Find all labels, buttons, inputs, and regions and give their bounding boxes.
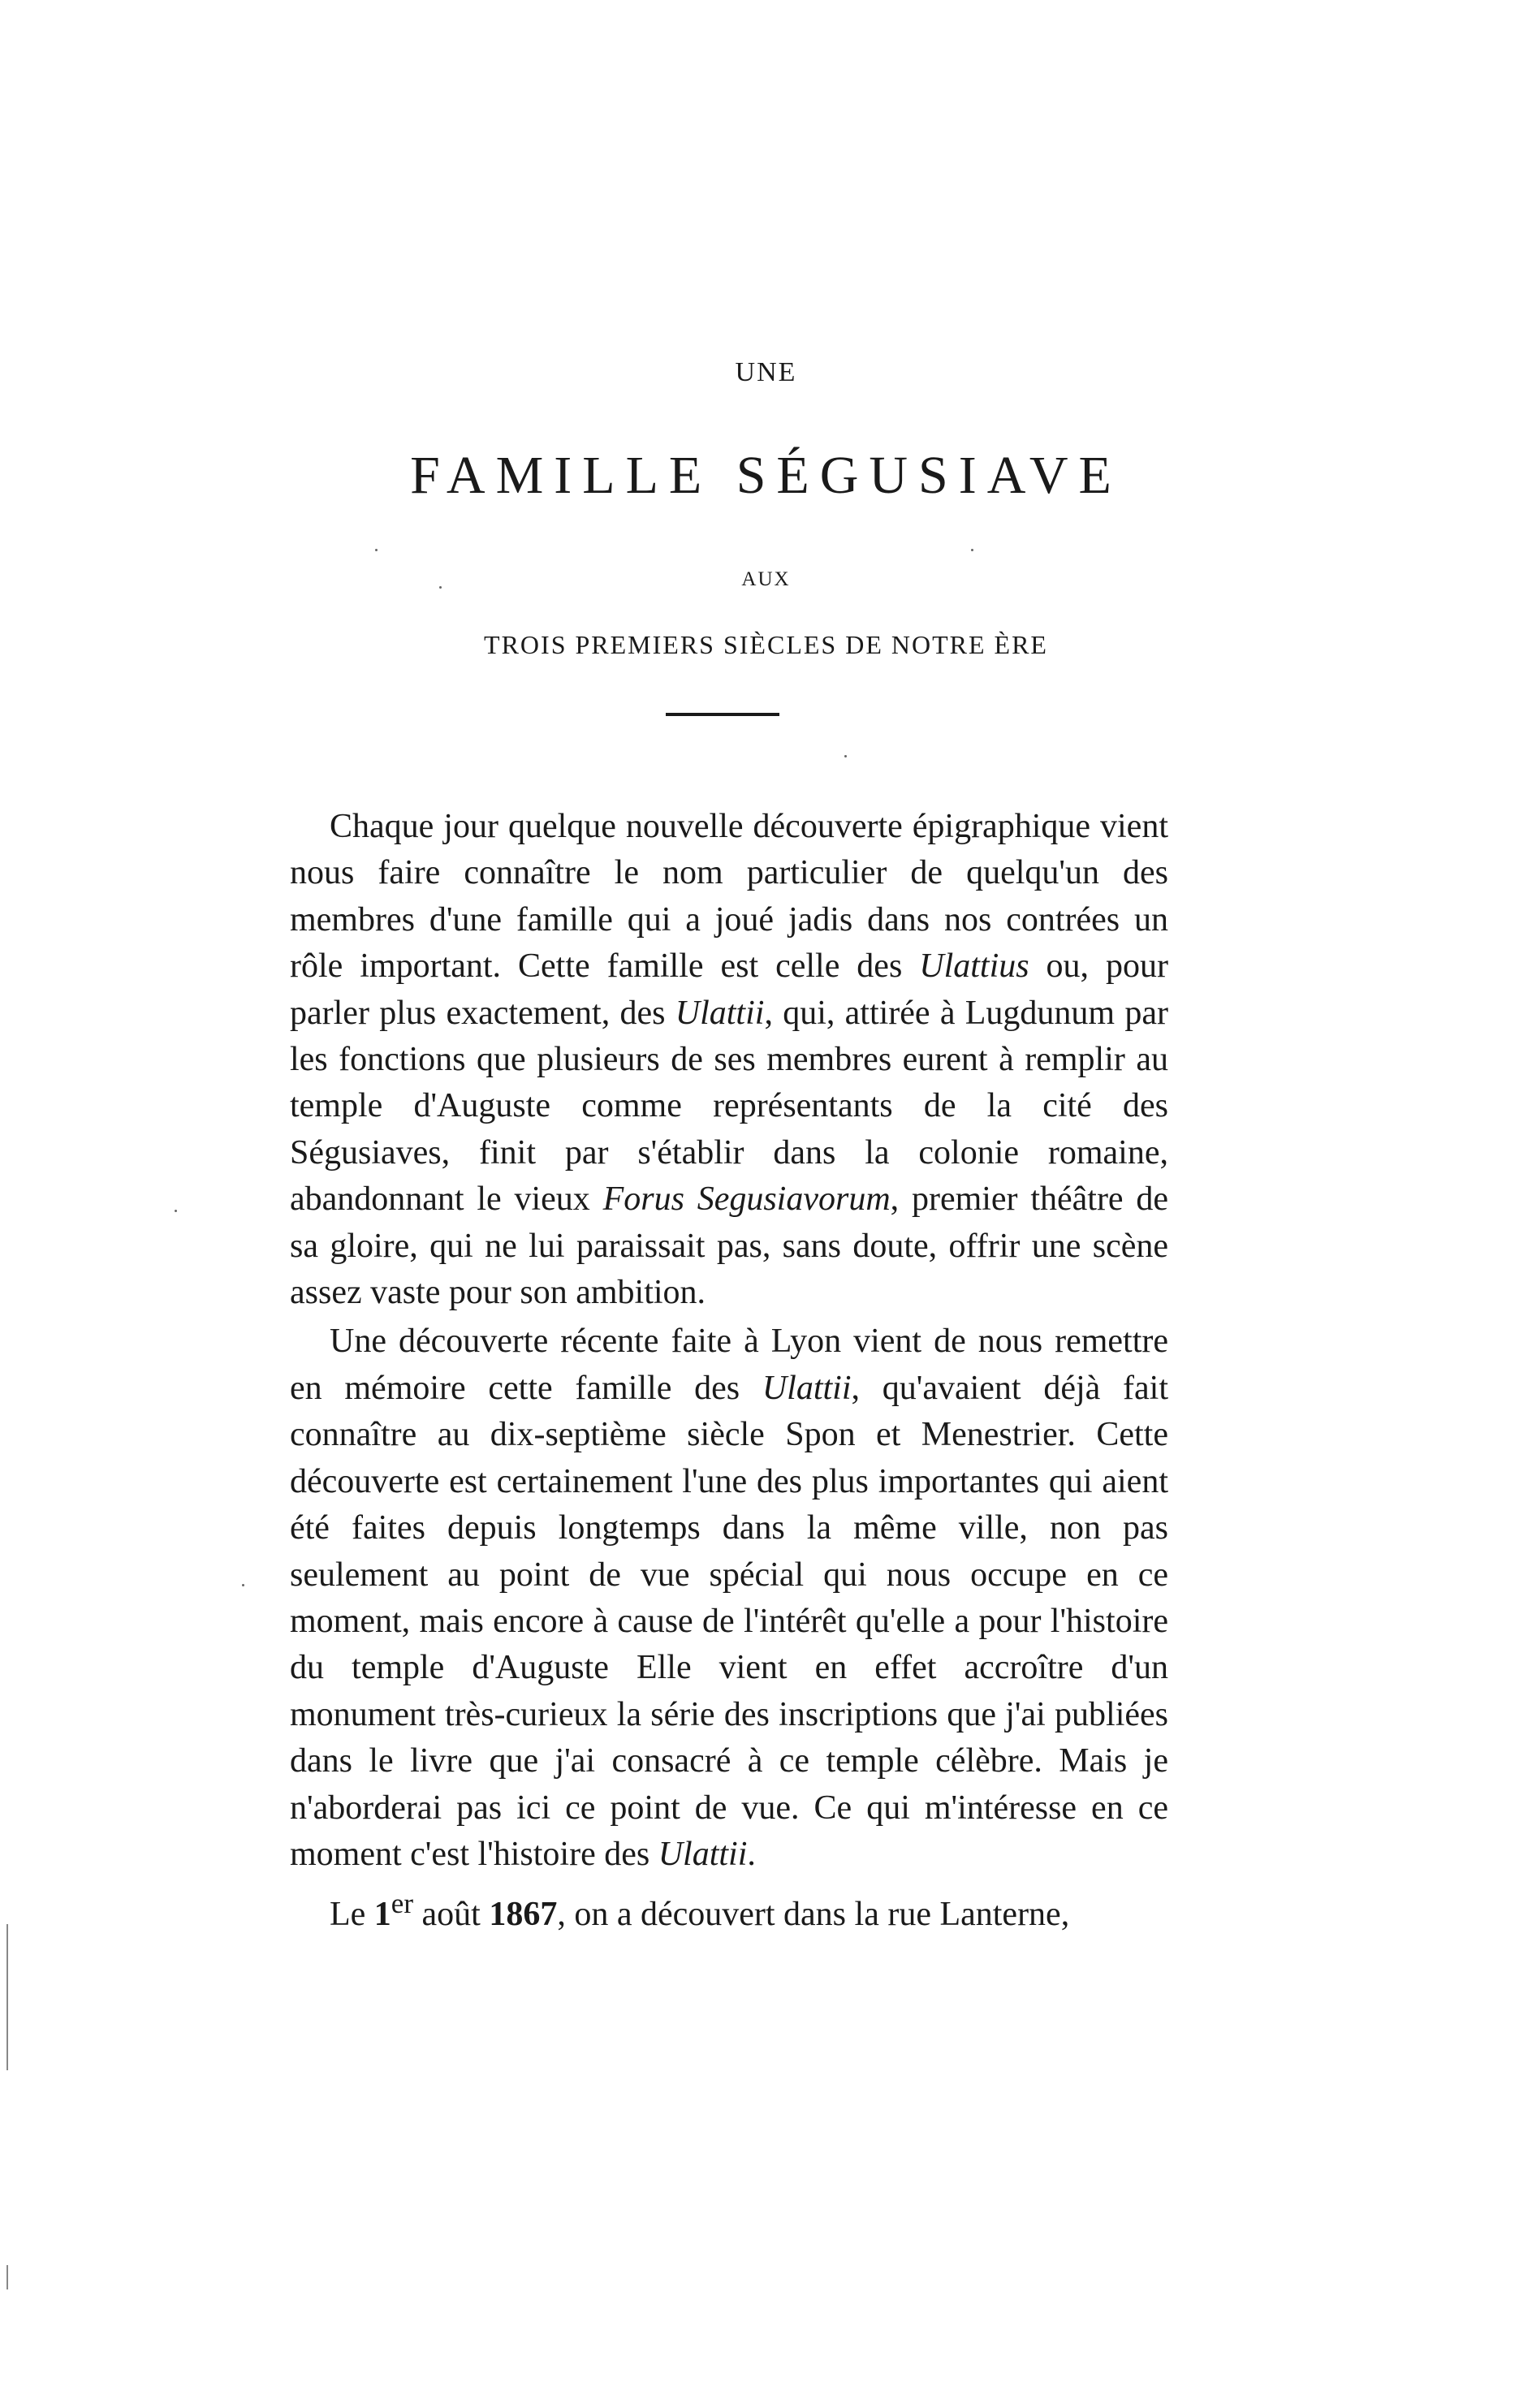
- latin-term: Ulattii: [675, 994, 765, 1032]
- scan-speck: [242, 1584, 244, 1586]
- paragraph-text: Le: [330, 1896, 374, 1934]
- paragraph-text: , premier théâtre de sa gloire, qui ne lui paraissait pas, sans doute, offrir une scène assez vaste pour son ambition.: [290, 1180, 1168, 1312]
- body-text: [290, 804, 1168, 1939]
- document-subtitle: TROIS PREMIERS SIÈCLES DE NOTRE ÈRE: [484, 630, 1048, 659]
- date-year: 1867: [489, 1896, 558, 1934]
- paragraph-text: août: [413, 1896, 490, 1934]
- scan-speck: [375, 549, 378, 551]
- latin-term: Forus Segusiavorum: [602, 1180, 891, 1219]
- paragraph-text: Une découverte récente faite à Lyon vient de nous remettre en mémoire cette famille des: [290, 1323, 1168, 1407]
- paragraph-text: Chaque jour quelque nouvelle découverte épigraphique vient nous faire connaître le nom particulier de quelqu'un des membres d'une famille qui a joué jadis dans nos contrées un rôle important. Cette famille est celle des: [290, 808, 1168, 986]
- paragraph-2: [290, 1318, 1168, 1878]
- binding-mark: [6, 1924, 8, 2070]
- title-kicker: UNE: [735, 357, 797, 387]
- latin-term: Ulattii: [658, 1835, 748, 1873]
- scan-speck: [175, 1210, 177, 1212]
- scan-speck: [439, 586, 442, 589]
- document-title: FAMILLE SÉGUSIAVE: [410, 446, 1122, 505]
- title-rule: [666, 713, 779, 716]
- latin-term: Ulattius: [919, 947, 1029, 986]
- date-day: 1: [373, 1896, 391, 1934]
- scan-speck: [971, 549, 973, 551]
- ordinal-suffix: er: [391, 1888, 413, 1920]
- paragraph-1: [290, 804, 1168, 1316]
- paragraph-text: , on a découvert dans la rue Lanterne,: [557, 1896, 1070, 1934]
- paragraph-text: .: [747, 1835, 756, 1873]
- paragraph-text: , qui, attirée à Lugdunum par les fonctions que plusieurs de ses membres eurent à remplir au temple d'Auguste comme représentants de la cité des Ségusiaves, finit par s'établir dans la colonie romaine, abandonnant le vieux: [290, 994, 1168, 1219]
- binding-mark: [6, 2265, 8, 2289]
- paragraph-text: ou, pour parler plus exactement, des: [290, 947, 1168, 1032]
- title-aux: AUX: [741, 568, 791, 590]
- paragraph-3: [290, 1880, 1168, 1938]
- latin-term: Ulattii: [762, 1369, 852, 1407]
- scan-speck: [844, 755, 847, 757]
- paragraph-text: , qu'avaient déjà fait connaître au dix-septième siècle Spon et Menestrier. Cette découverte est certainement l'une des plus importantes qui aient été faites depuis longtemps dans la même ville, non pas seulement au point de vue spécial qui nous occupe en ce moment, mais encore à cause de l'intérêt qu'elle a pour l'histoire du temple d'Auguste Elle vient en effet accroître d'un monument très-curieux la série des inscriptions que j'ai publiées dans le livre que j'ai consacré à ce temple célèbre. Mais je n'aborderai pas ici ce point de vue. Ce qui m'intéresse en ce moment c'est l'histoire des: [290, 1369, 1168, 1873]
